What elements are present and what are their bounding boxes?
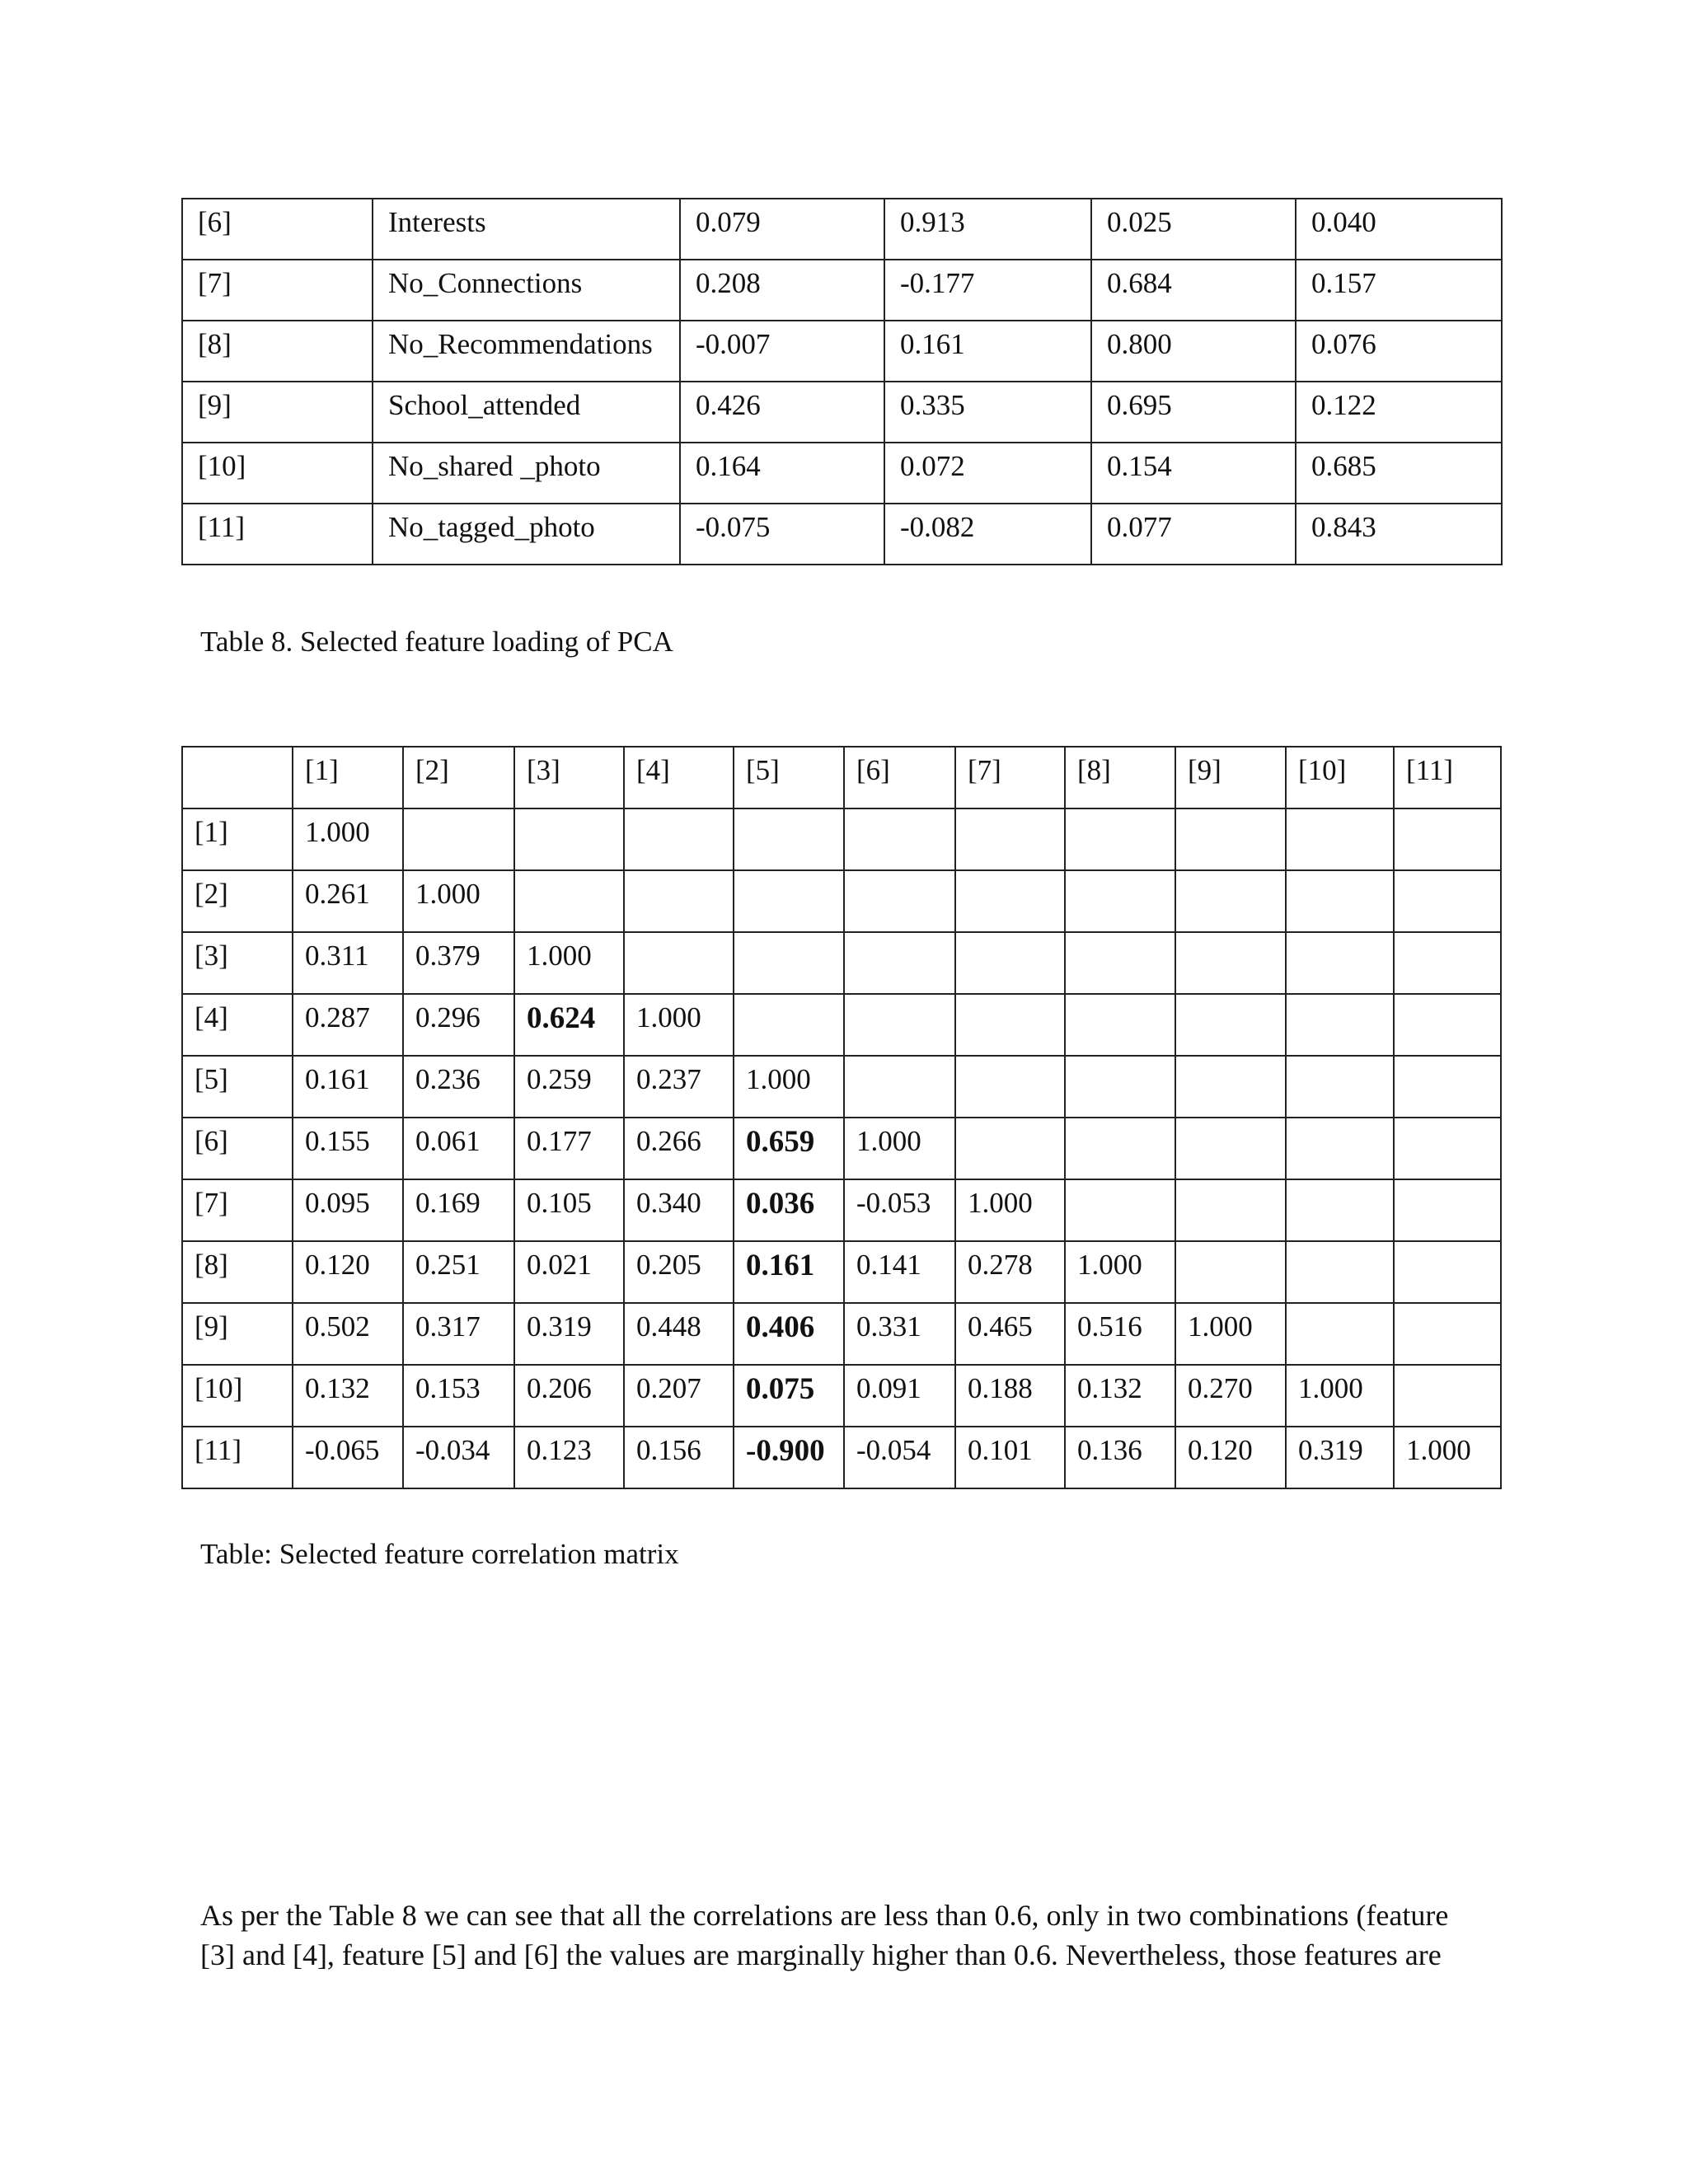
corr-value-cell	[844, 994, 955, 1056]
corr-value-cell: 0.516	[1065, 1303, 1175, 1365]
corr-value-cell: 0.101	[955, 1427, 1065, 1488]
corr-value-cell: 0.161	[734, 1241, 844, 1303]
corr-value-cell: 0.331	[844, 1303, 955, 1365]
component-4-cell: 0.157	[1296, 260, 1502, 321]
paragraph-line: As per the Table 8 we can see that all the correlations are less than 0.6, only in two combinations (feature	[200, 1899, 1449, 1932]
corr-value-cell: 0.155	[293, 1118, 403, 1179]
corr-header-cell: [4]	[624, 747, 734, 808]
corr-value-cell	[734, 870, 844, 932]
corr-value-cell: -0.034	[403, 1427, 514, 1488]
corr-value-cell	[955, 932, 1065, 994]
corr-value-cell: 0.340	[624, 1179, 734, 1241]
corr-value-cell: 0.156	[624, 1427, 734, 1488]
component-3-cell: 0.154	[1091, 443, 1296, 504]
corr-value-cell: 0.021	[514, 1241, 624, 1303]
component-3-cell: 0.695	[1091, 382, 1296, 443]
corr-value-cell: 0.317	[403, 1303, 514, 1365]
corr-value-cell: 0.311	[293, 932, 403, 994]
corr-value-cell: 0.296	[403, 994, 514, 1056]
corr-row	[182, 808, 1501, 870]
corr-value-cell	[1065, 1056, 1175, 1118]
corr-value-cell: 0.659	[734, 1118, 844, 1179]
corr-value-cell	[844, 1056, 955, 1118]
corr-value-cell	[1286, 1118, 1394, 1179]
component-1-cell: 0.164	[680, 443, 884, 504]
component-1-cell: 0.208	[680, 260, 884, 321]
corr-row	[182, 932, 1501, 994]
paragraph-line: [3] and [4], feature [5] and [6] the values are marginally higher than 0.6. Nevertheless, those features are	[200, 1938, 1442, 1971]
corr-value-cell	[1394, 1365, 1501, 1427]
corr-value-cell: 0.287	[293, 994, 403, 1056]
feature-index-cell: [6]	[182, 199, 373, 260]
corr-row-label: [7]	[182, 1179, 293, 1241]
component-3-cell: 0.684	[1091, 260, 1296, 321]
loading-table-row	[182, 199, 1502, 260]
corr-value-cell: 0.278	[955, 1241, 1065, 1303]
corr-value-cell	[1175, 870, 1286, 932]
corr-row-label: [5]	[182, 1056, 293, 1118]
corr-value-cell	[1065, 994, 1175, 1056]
corr-value-cell	[1286, 1241, 1394, 1303]
corr-value-cell	[1286, 808, 1394, 870]
corr-value-cell: 0.123	[514, 1427, 624, 1488]
corr-row-label: [11]	[182, 1427, 293, 1488]
corr-row	[182, 1056, 1501, 1118]
corr-header-cell: [8]	[1065, 747, 1175, 808]
loading-table-row	[182, 382, 1502, 443]
corr-value-cell	[624, 808, 734, 870]
corr-value-cell: 0.448	[624, 1303, 734, 1365]
corr-value-cell: 1.000	[293, 808, 403, 870]
component-1-cell: 0.426	[680, 382, 884, 443]
corr-value-cell: 1.000	[844, 1118, 955, 1179]
corr-value-cell	[955, 994, 1065, 1056]
corr-value-cell	[1175, 1118, 1286, 1179]
corr-row	[182, 994, 1501, 1056]
corr-value-cell	[844, 932, 955, 994]
body-paragraph	[200, 1896, 1511, 1975]
corr-value-cell	[1394, 1179, 1501, 1241]
corr-value-cell	[1286, 1179, 1394, 1241]
corr-value-cell	[734, 932, 844, 994]
feature-index-cell: [7]	[182, 260, 373, 321]
corr-value-cell	[1286, 870, 1394, 932]
correlation-matrix-caption: Table: Selected feature correlation matrix	[200, 1538, 679, 1570]
component-2-cell: 0.072	[884, 443, 1091, 504]
corr-value-cell: 0.169	[403, 1179, 514, 1241]
corr-row	[182, 1118, 1501, 1179]
corr-value-cell	[1065, 870, 1175, 932]
corr-value-cell	[1394, 1056, 1501, 1118]
corr-value-cell	[955, 808, 1065, 870]
loading-table-row	[182, 260, 1502, 321]
corr-value-cell: 0.132	[293, 1365, 403, 1427]
component-1-cell: 0.079	[680, 199, 884, 260]
corr-value-cell: 0.251	[403, 1241, 514, 1303]
corr-value-cell: 0.120	[293, 1241, 403, 1303]
corr-row-label: [10]	[182, 1365, 293, 1427]
feature-name-cell: No_Recommendations	[373, 321, 680, 382]
corr-header-row	[182, 747, 1501, 808]
corr-value-cell: 0.406	[734, 1303, 844, 1365]
corr-value-cell	[1065, 932, 1175, 994]
corr-value-cell: 0.319	[1286, 1427, 1394, 1488]
corr-value-cell: 1.000	[1286, 1365, 1394, 1427]
corr-value-cell	[955, 1118, 1065, 1179]
correlation-matrix-table	[181, 746, 1502, 1489]
corr-value-cell	[955, 1056, 1065, 1118]
corr-value-cell	[1175, 932, 1286, 994]
component-3-cell: 0.800	[1091, 321, 1296, 382]
corr-value-cell	[734, 808, 844, 870]
feature-loading-table	[181, 198, 1503, 565]
corr-value-cell: 0.105	[514, 1179, 624, 1241]
corr-value-cell	[1175, 1179, 1286, 1241]
corr-value-cell: 1.000	[955, 1179, 1065, 1241]
corr-value-cell: 0.036	[734, 1179, 844, 1241]
corr-value-cell: 0.153	[403, 1365, 514, 1427]
component-3-cell: 0.025	[1091, 199, 1296, 260]
corr-value-cell	[1394, 932, 1501, 994]
corr-value-cell: 0.061	[403, 1118, 514, 1179]
corr-value-cell: 0.205	[624, 1241, 734, 1303]
corr-value-cell	[1286, 1303, 1394, 1365]
corr-value-cell: 0.177	[514, 1118, 624, 1179]
feature-name-cell: No_shared _photo	[373, 443, 680, 504]
corr-header-cell: [7]	[955, 747, 1065, 808]
component-1-cell: -0.007	[680, 321, 884, 382]
feature-name-cell: School_attended	[373, 382, 680, 443]
corr-value-cell: 0.207	[624, 1365, 734, 1427]
component-2-cell: 0.913	[884, 199, 1091, 260]
corr-value-cell	[1286, 932, 1394, 994]
feature-index-cell: [10]	[182, 443, 373, 504]
corr-value-cell	[1065, 1179, 1175, 1241]
component-2-cell: 0.335	[884, 382, 1091, 443]
corr-value-cell: 0.141	[844, 1241, 955, 1303]
corr-value-cell: 1.000	[1065, 1241, 1175, 1303]
corr-row	[182, 1427, 1501, 1488]
corr-value-cell: 0.161	[293, 1056, 403, 1118]
corr-value-cell	[844, 808, 955, 870]
corr-value-cell: 0.465	[955, 1303, 1065, 1365]
corr-value-cell: 0.319	[514, 1303, 624, 1365]
corr-value-cell: 0.237	[624, 1056, 734, 1118]
corr-value-cell: 0.379	[403, 932, 514, 994]
corr-value-cell	[1394, 870, 1501, 932]
component-4-cell: 0.076	[1296, 321, 1502, 382]
corr-value-cell: 1.000	[514, 932, 624, 994]
corr-value-cell	[1065, 808, 1175, 870]
feature-index-cell: [11]	[182, 504, 373, 565]
feature-name-cell: No_tagged_photo	[373, 504, 680, 565]
corr-value-cell	[1394, 808, 1501, 870]
corr-value-cell: -0.065	[293, 1427, 403, 1488]
corr-value-cell: -0.900	[734, 1427, 844, 1488]
corr-row	[182, 1303, 1501, 1365]
corr-value-cell: -0.054	[844, 1427, 955, 1488]
feature-index-cell: [8]	[182, 321, 373, 382]
corr-value-cell	[1394, 994, 1501, 1056]
component-2-cell: 0.161	[884, 321, 1091, 382]
corr-row-label: [3]	[182, 932, 293, 994]
corr-row	[182, 1365, 1501, 1427]
component-4-cell: 0.843	[1296, 504, 1502, 565]
corr-value-cell	[624, 932, 734, 994]
corr-value-cell	[1286, 994, 1394, 1056]
corr-value-cell	[624, 870, 734, 932]
feature-name-cell: Interests	[373, 199, 680, 260]
corr-value-cell	[844, 870, 955, 932]
corr-row-label: [6]	[182, 1118, 293, 1179]
corr-row	[182, 1179, 1501, 1241]
corr-value-cell: 0.188	[955, 1365, 1065, 1427]
corr-value-cell: 0.261	[293, 870, 403, 932]
loading-table-row	[182, 443, 1502, 504]
component-2-cell: -0.082	[884, 504, 1091, 565]
corr-value-cell: 0.236	[403, 1056, 514, 1118]
corr-header-cell: [3]	[514, 747, 624, 808]
corr-value-cell: 0.120	[1175, 1427, 1286, 1488]
corr-value-cell	[955, 870, 1065, 932]
component-4-cell: 0.122	[1296, 382, 1502, 443]
corr-row-label: [4]	[182, 994, 293, 1056]
corr-value-cell: 0.624	[514, 994, 624, 1056]
component-2-cell: -0.177	[884, 260, 1091, 321]
corr-value-cell: 0.259	[514, 1056, 624, 1118]
corr-value-cell	[1065, 1118, 1175, 1179]
corr-value-cell	[1286, 1056, 1394, 1118]
corr-row	[182, 870, 1501, 932]
corr-value-cell: -0.053	[844, 1179, 955, 1241]
corr-row	[182, 1241, 1501, 1303]
corr-value-cell: 1.000	[1394, 1427, 1501, 1488]
table-8-caption: Table 8. Selected feature loading of PCA	[200, 626, 673, 658]
corr-value-cell: 0.132	[1065, 1365, 1175, 1427]
corr-header-cell: [10]	[1286, 747, 1394, 808]
corr-row-label: [9]	[182, 1303, 293, 1365]
corr-value-cell: 0.095	[293, 1179, 403, 1241]
corr-value-cell	[1175, 1056, 1286, 1118]
corr-value-cell: 1.000	[1175, 1303, 1286, 1365]
component-4-cell: 0.685	[1296, 443, 1502, 504]
corr-value-cell: 0.266	[624, 1118, 734, 1179]
corr-header-cell: [11]	[1394, 747, 1501, 808]
corr-value-cell: 0.091	[844, 1365, 955, 1427]
corr-value-cell: 0.502	[293, 1303, 403, 1365]
corr-value-cell: 0.270	[1175, 1365, 1286, 1427]
component-3-cell: 0.077	[1091, 504, 1296, 565]
corr-header-cell: [1]	[293, 747, 403, 808]
corr-value-cell: 0.075	[734, 1365, 844, 1427]
feature-index-cell: [9]	[182, 382, 373, 443]
feature-name-cell: No_Connections	[373, 260, 680, 321]
corr-header-cell: [6]	[844, 747, 955, 808]
corr-value-cell	[1394, 1241, 1501, 1303]
corr-value-cell: 0.136	[1065, 1427, 1175, 1488]
corr-value-cell	[1394, 1303, 1501, 1365]
corr-header-cell: [2]	[403, 747, 514, 808]
corr-value-cell	[734, 994, 844, 1056]
corr-row-label: [2]	[182, 870, 293, 932]
corr-row-label: [8]	[182, 1241, 293, 1303]
loading-table-row	[182, 504, 1502, 565]
corr-value-cell	[514, 870, 624, 932]
component-1-cell: -0.075	[680, 504, 884, 565]
corr-value-cell	[1394, 1118, 1501, 1179]
corr-value-cell: 1.000	[403, 870, 514, 932]
corr-row-label: [1]	[182, 808, 293, 870]
corr-header-cell	[182, 747, 293, 808]
corr-header-cell: [5]	[734, 747, 844, 808]
loading-table-row	[182, 321, 1502, 382]
corr-value-cell	[1175, 1241, 1286, 1303]
corr-value-cell: 0.206	[514, 1365, 624, 1427]
corr-value-cell	[1175, 808, 1286, 870]
component-4-cell: 0.040	[1296, 199, 1502, 260]
corr-value-cell: 1.000	[624, 994, 734, 1056]
corr-header-cell: [9]	[1175, 747, 1286, 808]
corr-value-cell	[514, 808, 624, 870]
corr-value-cell	[1175, 994, 1286, 1056]
corr-value-cell: 1.000	[734, 1056, 844, 1118]
corr-value-cell	[403, 808, 514, 870]
